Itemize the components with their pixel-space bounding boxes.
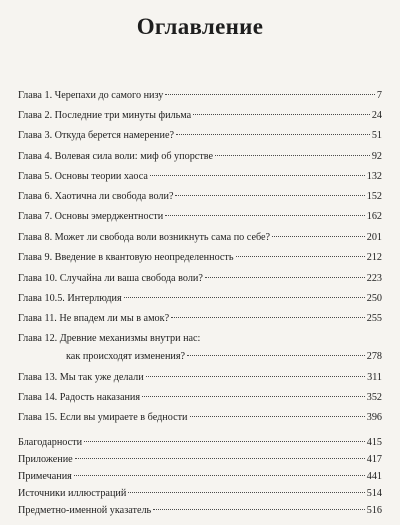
toc-entry-label: Глава 14. Радость наказания [18, 392, 141, 403]
toc-entry-label: Глава 3. Откуда берется намерение? [18, 130, 174, 141]
toc-entry-page: 92 [371, 151, 382, 162]
toc-entry-label: Глава 7. Основы эмерджентности [18, 211, 164, 222]
toc-entry-label: Глава 8. Может ли свобода воли возникнуть сама по себе? [18, 232, 271, 243]
back-matter-entry [18, 451, 382, 469]
dot-leader [215, 155, 370, 156]
toc-entry [18, 188, 382, 206]
dot-leader [236, 256, 365, 257]
dot-leader [84, 441, 365, 442]
toc-entry [18, 310, 382, 328]
toc-entry [18, 290, 382, 308]
toc-entry-label: Глава 10.5. Интерлюдия [18, 293, 122, 304]
dot-leader [272, 236, 365, 237]
dot-leader [193, 114, 370, 115]
toc-entry-label: Глава 15. Если вы умираете в бедности [18, 412, 188, 423]
toc-entry-label: Благодарности [18, 437, 83, 448]
toc-entry-label: Глава 13. Мы так уже делали [18, 372, 144, 383]
toc-entry-label: Глава 6. Хаотична ли свобода воли? [18, 191, 174, 202]
toc-entry-page: 212 [366, 252, 382, 263]
toc-entry-label: Глава 11. Не впадем ли мы в амок? [18, 313, 170, 324]
toc-entry-label: Приложение [18, 454, 73, 465]
toc-entry-page: 152 [366, 191, 382, 202]
toc-entry [18, 87, 382, 105]
toc-entry [18, 369, 382, 387]
toc-entry-page: 415 [366, 437, 382, 448]
dot-leader [190, 416, 365, 417]
back-matter-entry [18, 468, 382, 486]
toc-entry [18, 107, 382, 125]
dot-leader [175, 195, 364, 196]
toc-entry-page: 255 [366, 313, 382, 324]
dot-leader [205, 277, 365, 278]
back-matter-entry [18, 502, 382, 520]
toc-entry-page: 311 [367, 372, 382, 383]
dot-leader [146, 376, 365, 377]
toc-entry-page: 516 [366, 505, 382, 516]
dot-leader [176, 134, 370, 135]
back-matter-entry [18, 485, 382, 503]
toc-entry-page: 51 [371, 130, 382, 141]
toc-entry-label: Глава 12. Древние механизмы внутри нас: [18, 333, 201, 344]
toc-entry [18, 330, 382, 348]
toc-entry [18, 208, 382, 226]
toc-entry-page: 223 [366, 273, 382, 284]
dot-leader [165, 94, 375, 95]
dot-leader [128, 492, 364, 493]
toc-entry [18, 409, 382, 427]
toc-entry-label: Глава 2. Последние три минуты фильма [18, 110, 192, 121]
toc-entry-page: 396 [366, 412, 382, 423]
dot-leader [165, 215, 364, 216]
toc-entry-label: Глава 10. Случайна ли ваша свобода воли? [18, 273, 203, 284]
toc-entry-page: 441 [366, 471, 382, 482]
toc-entry-label: Глава 1. Черепахи до самого низу [18, 90, 164, 101]
toc-entry-page: 250 [366, 293, 382, 304]
toc-entry-page: 24 [371, 110, 382, 121]
toc-entry-page: 7 [376, 90, 382, 101]
toc-entry [18, 229, 382, 247]
toc-entry-page: 352 [366, 392, 382, 403]
back-matter-entry [18, 434, 382, 452]
toc-entry-continuation [18, 348, 382, 366]
dot-leader [150, 175, 365, 176]
toc-entry-label: как происходят изменения? [66, 351, 186, 362]
dot-leader [74, 475, 365, 476]
toc-entry [18, 168, 382, 186]
toc-entry-page: 278 [366, 351, 382, 362]
dot-leader [75, 458, 365, 459]
toc-entry-label: Глава 5. Основы теории хаоса [18, 171, 148, 182]
toc-entry [18, 389, 382, 407]
toc-entry-label: Глава 4. Волевая сила воли: миф об упорстве [18, 151, 214, 162]
toc-entry-label: Глава 9. Введение в квантовую неопределенность [18, 252, 234, 263]
toc-entry-page: 514 [366, 488, 382, 499]
dot-leader [153, 509, 365, 510]
dot-leader [124, 297, 365, 298]
toc-entry-page: 132 [366, 171, 382, 182]
toc-entry-label: Примечания [18, 471, 72, 482]
toc-entry-page: 201 [366, 232, 382, 243]
toc-entry [18, 249, 382, 267]
dot-leader [142, 396, 365, 397]
toc-entry [18, 270, 382, 288]
dot-leader [187, 355, 365, 356]
toc-entry-page: 162 [366, 211, 382, 222]
toc-entry-label: Предметно-именной указатель [18, 505, 152, 516]
toc-entry-page: 417 [366, 454, 382, 465]
toc-entry [18, 127, 382, 145]
toc-entry [18, 148, 382, 166]
toc-entry-label: Источники иллюстраций [18, 488, 127, 499]
page-title: Оглавление [136, 14, 264, 39]
dot-leader [171, 317, 365, 318]
